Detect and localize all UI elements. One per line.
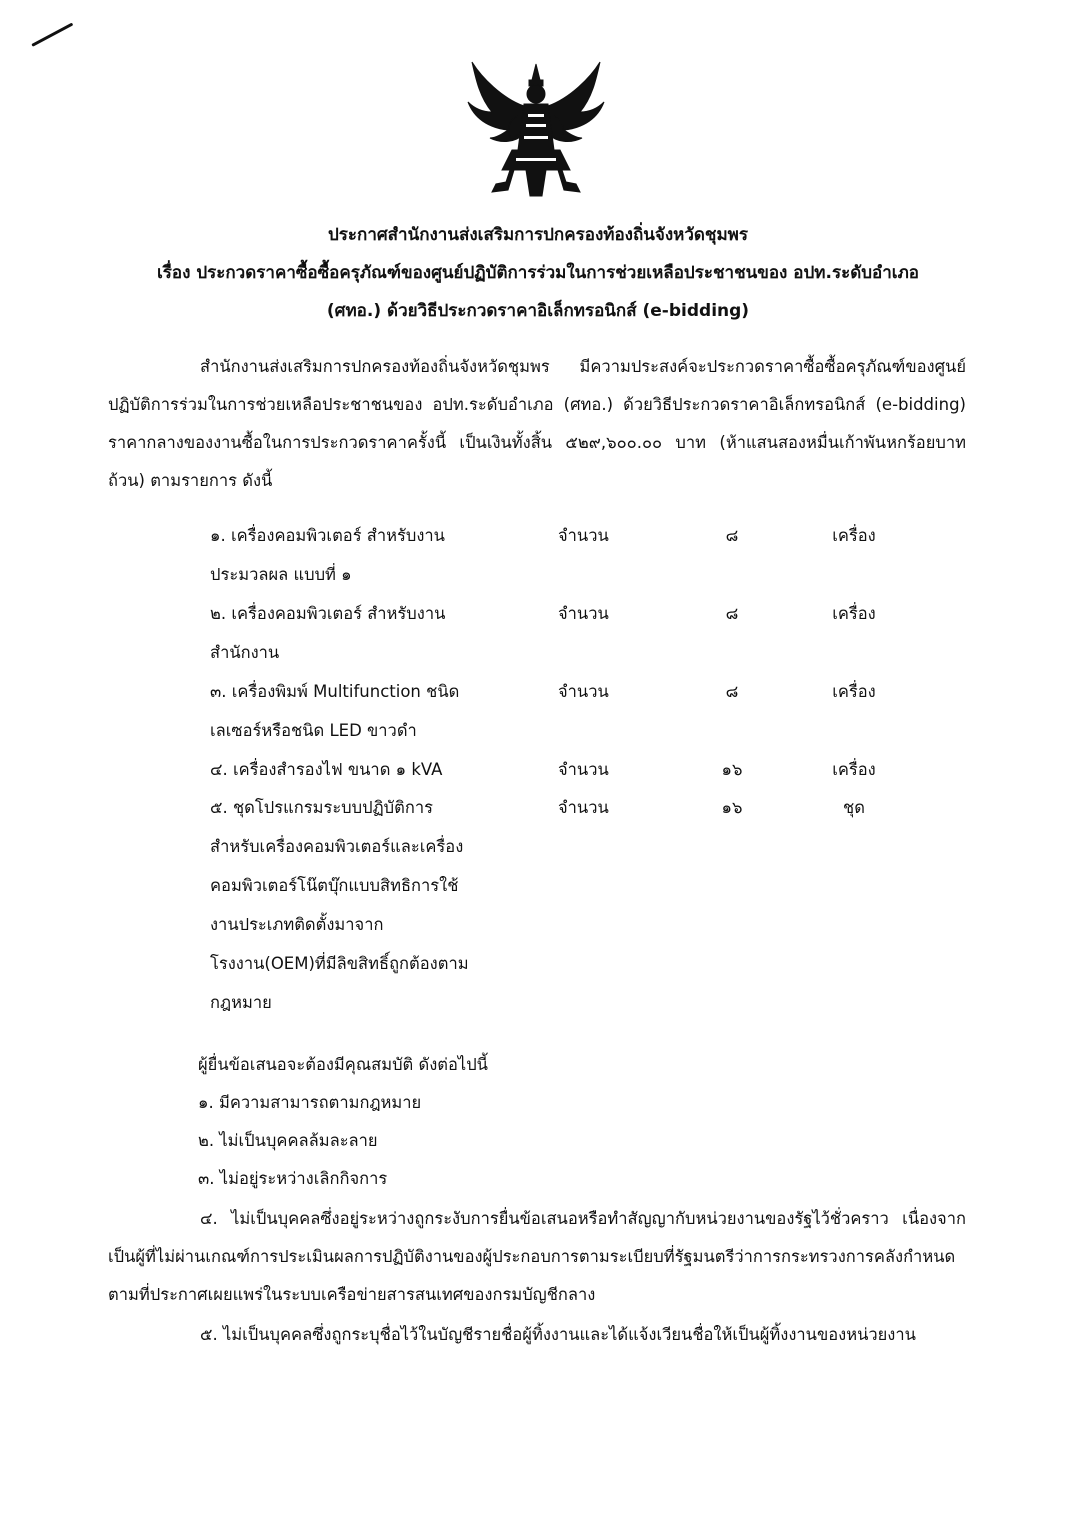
- qualification-item: ๕. ไม่เป็นบุคคลซึ่งถูกระบุชื่อไว้ในบัญชีรายชื่อผู้ทิ้งงานและได้แจ้งเวียนชื่อให้เป็นผู้ทิ้งงานของหน่วยงาน: [200, 1325, 916, 1344]
- unit-label: ชุด: [843, 798, 865, 817]
- quantity-value: ๘: [725, 604, 739, 623]
- qualification-item: ๑. มีความสามารถตามกฎหมาย: [198, 1093, 422, 1112]
- quantity-label: จำนวน: [558, 798, 609, 817]
- subject-line: เรื่อง ประกวดราคาซื้อซื้อครุภัณฑ์ของศูนย์ปฏิบัติการร่วมในการช่วยเหลือประชาชนของ อปท.ระดับอำเภอ: [156, 263, 920, 283]
- quantity-value: ๘: [725, 682, 739, 701]
- quantity-value: ๑๖: [721, 760, 743, 779]
- garuda-emblem-icon: [462, 58, 610, 202]
- item-description: ๒. เครื่องคอมพิวเตอร์ สำหรับงาน สำนักงาน: [210, 604, 446, 662]
- quantity-label: จำนวน: [558, 682, 609, 701]
- quantity-value: ๑๖: [721, 798, 743, 817]
- item-description: ๔. เครื่องสำรองไฟ ขนาด ๑ kVA: [210, 760, 443, 779]
- unit-label: เครื่อง: [832, 526, 876, 545]
- item-description: ๓. เครื่องพิมพ์ Multifunction ชนิด เลเซอร์หรือชนิด LED ขาวดำ: [210, 682, 460, 740]
- item-description: ๑. เครื่องคอมพิวเตอร์ สำหรับงาน ประมวลผล แบบที่ ๑: [210, 526, 445, 584]
- pen-stroke-mark: [31, 23, 73, 47]
- item-description: ๕. ชุดโปรแกรมระบบปฏิบัติการ สำหรับเครื่องคอมพิวเตอร์และเครื่อง คอมพิวเตอร์โน๊ตบุ๊กแบบสิทธิการใช้ งานประเภทติดตั้งมาจาก โรงงาน(OEM)ที่มีลิขสิทธิ์ถูกต้องตาม กฎหมาย: [210, 798, 469, 1012]
- unit-label: เครื่อง: [832, 760, 876, 779]
- qualification-item: ๓. ไม่อยู่ระหว่างเลิกกิจการ: [198, 1169, 388, 1188]
- qualifications-heading: ผู้ยื่นข้อเสนอจะต้องมีคุณสมบัติ ดังต่อไปนี้: [198, 1055, 488, 1074]
- unit-label: เครื่อง: [832, 604, 876, 623]
- quantity-value: ๘: [725, 526, 739, 545]
- unit-label: เครื่อง: [832, 682, 876, 701]
- announcement-title: ประกาศสำนักงานส่งเสริมการปกครองท้องถิ่นจังหวัดชุมพร: [327, 225, 749, 245]
- subject-line-continued: (ศทอ.) ด้วยวิธีประกวดราคาอิเล็กทรอนิกส์ (e-bidding): [326, 301, 750, 321]
- intro-paragraph: สำนักงานส่งเสริมการปกครองท้องถิ่นจังหวัดชุมพร มีความประสงค์จะประกวดราคาซื้อซื้อครุภัณฑ์ของศูนย์ปฏิบัติการร่วมในการช่วยเหลือประชาชนของ อปท.ระดับอำเภอ (ศทอ.) ด้วยวิธีประกวดราคาอิเล็กทรอนิกส์ (e-bidding) ราคากลางของงานซื้อในการประกวดราคาครั้งนี้ เป็นเงินทั้งสิ้น ๕๒๙,๖๐๐.๐๐ บาท (ห้าแสนสองหมื่นเก้าพันหกร้อยบาทถ้วน) ตามรายการ ดังนี้: [108, 357, 966, 490]
- quantity-label: จำนวน: [558, 760, 609, 779]
- qualification-item: ๒. ไม่เป็นบุคคลล้มละลาย: [198, 1131, 378, 1150]
- qualification-item: ๔. ไม่เป็นบุคคลซึ่งอยู่ระหว่างถูกระงับการยื่นข้อเสนอหรือทำสัญญากับหน่วยงานของรัฐไว้ชั่วคราว เนื่องจากเป็นผู้ที่ไม่ผ่านเกณฑ์การประเมินผลการปฏิบัติงานของผู้ประกอบการตามระเบียบที่รัฐมนตรีว่าการกระทรวงการคลังกำหนดตามที่ประกาศเผยแพร่ในระบบเครือข่ายสารสนเทศของกรมบัญชีกลาง: [108, 1209, 966, 1304]
- quantity-label: จำนวน: [558, 604, 609, 623]
- quantity-label: จำนวน: [558, 526, 609, 545]
